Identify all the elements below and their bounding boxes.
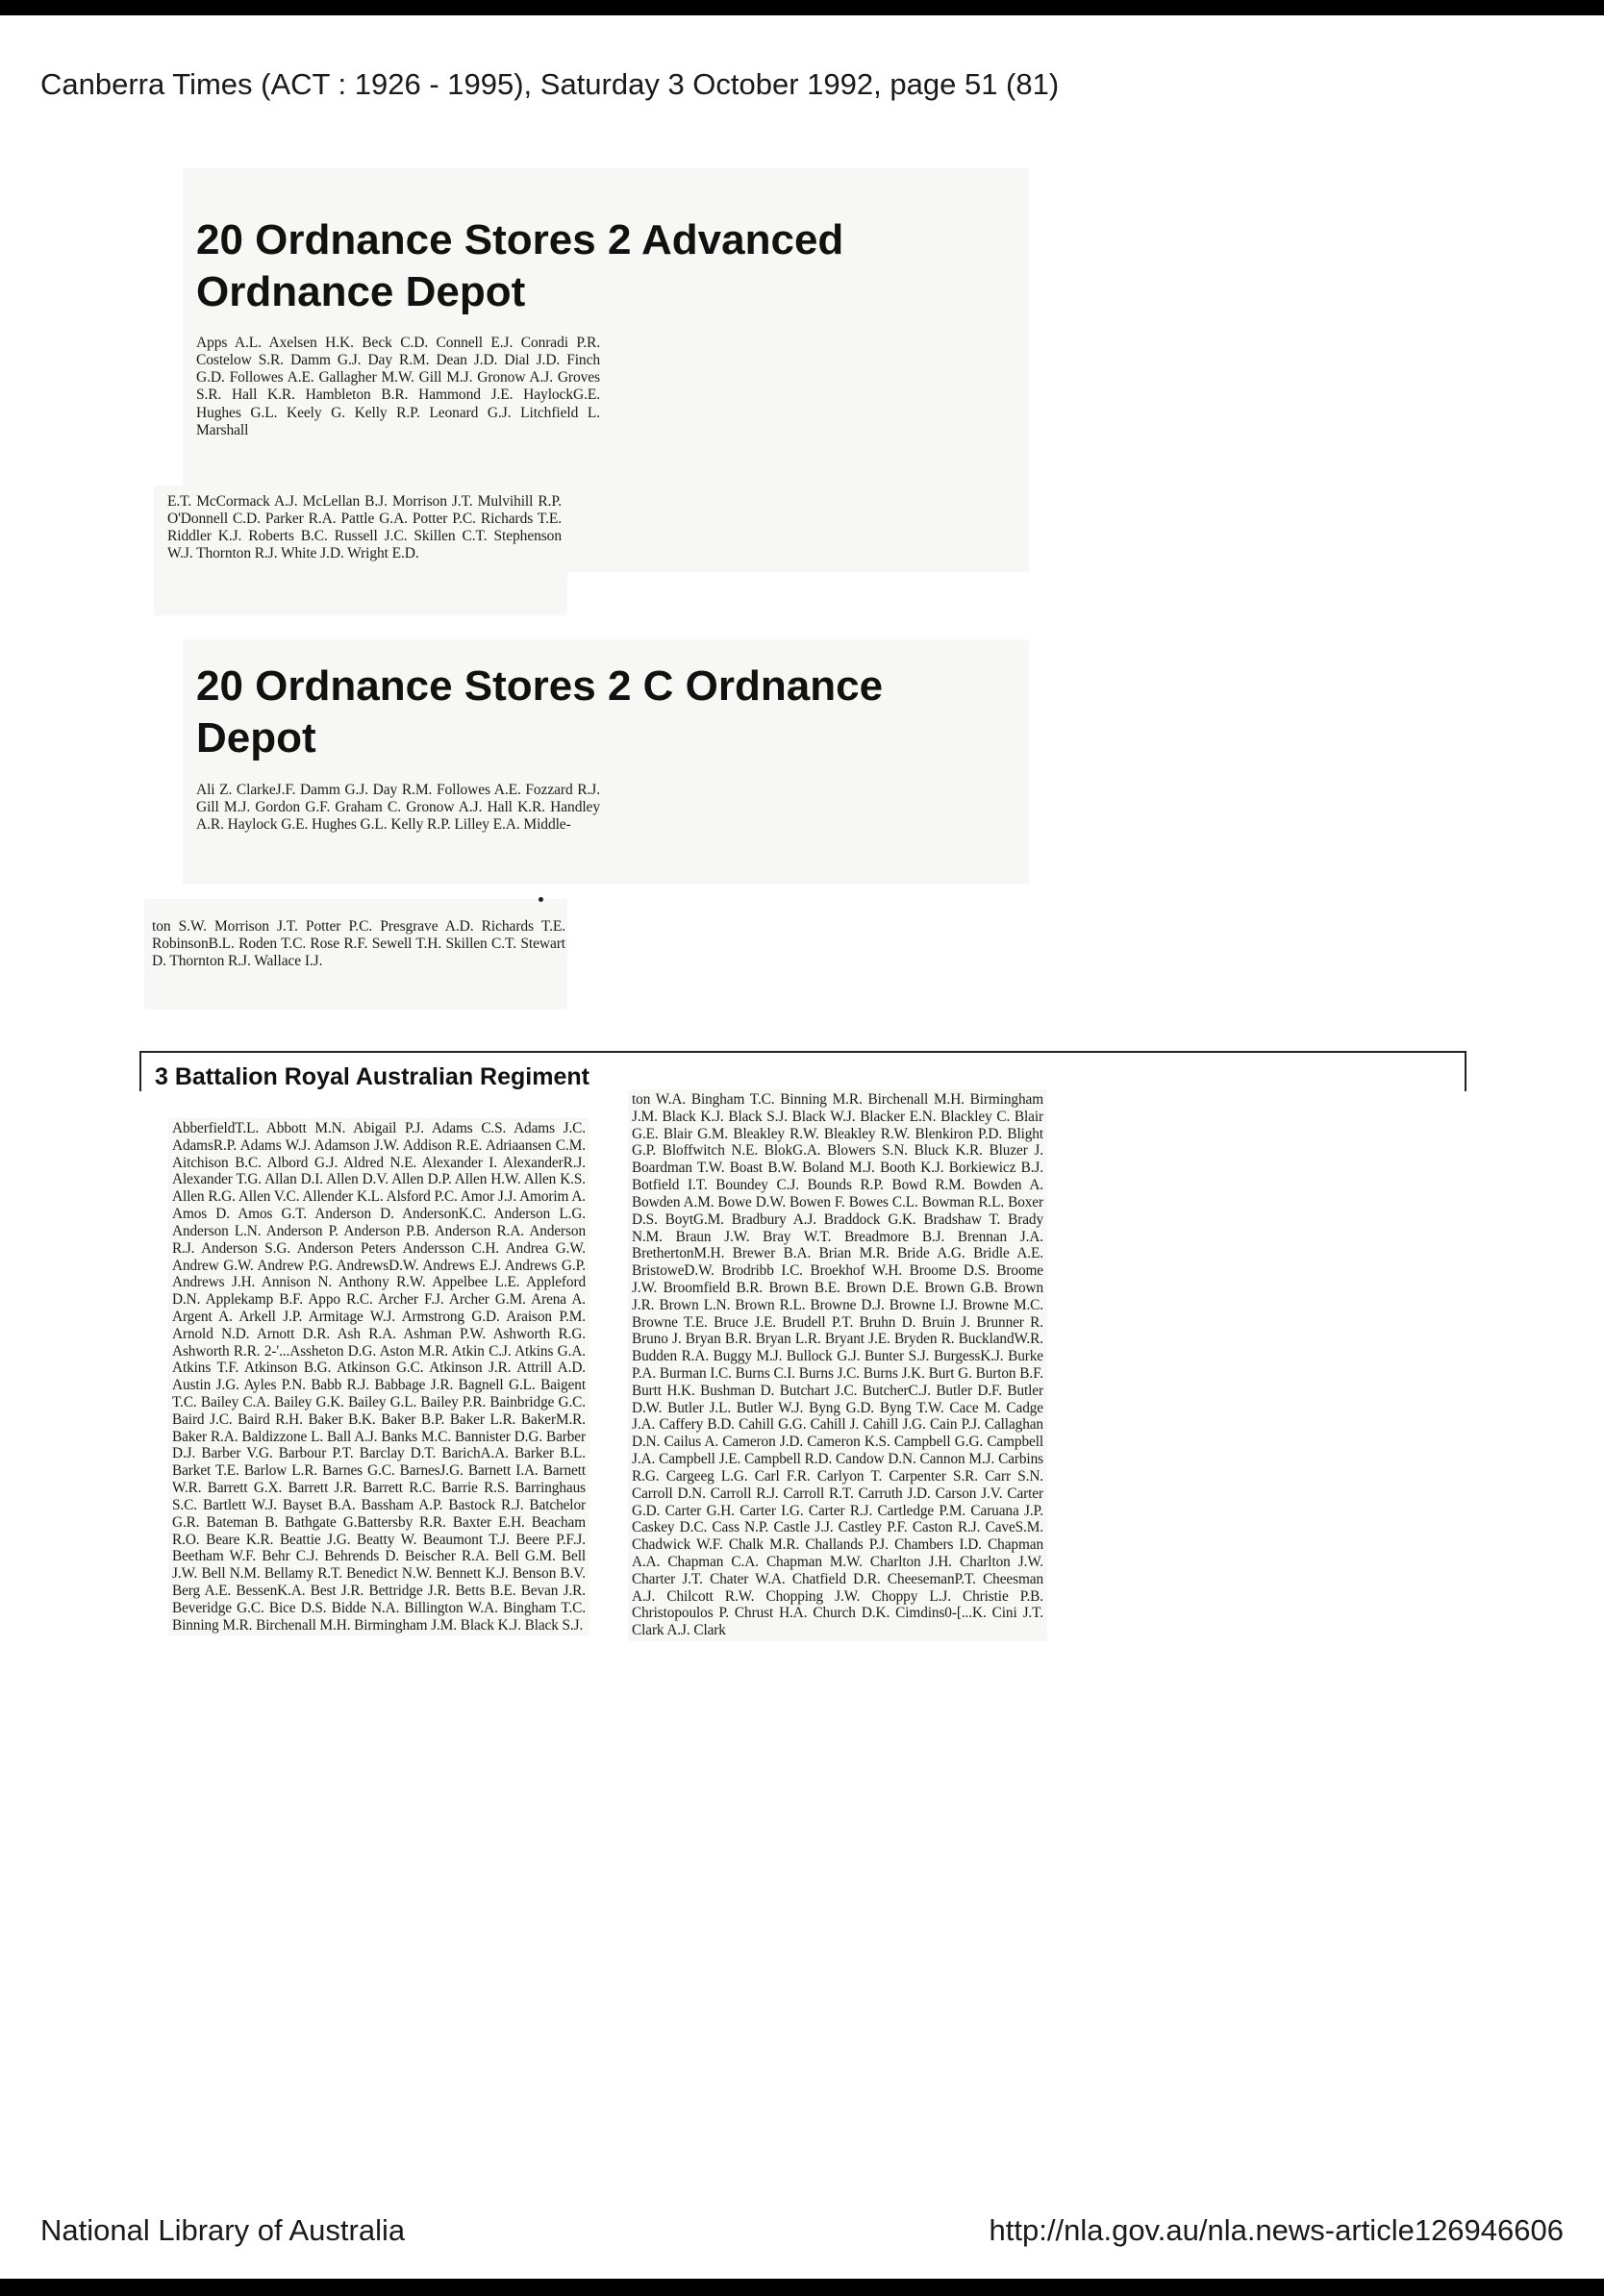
clipping-body-continued: E.T. McCormack A.J. McLellan B.J. Morrison J.T. Mulvihill R.P. O'Donnell C.D. Parker R.A. Pattle G.A. Potter P.C. Richards T.E. Riddler K.J. Roberts B.C. Russell J.C. Skillen C.T. Stephenson W.J. Thornton R.J. White J.D. Wright E.D. [167,493,562,562]
footer-article-url[interactable]: http://nla.gov.au/nla.news-article126946606 [989,2213,1564,2247]
clipping-body: Apps A.L. Axelsen H.K. Beck C.D. Connell E.J. Conradi P.R. Costelow S.R. Damm G.J. Day R.M. Dean J.D. Dial J.D. Finch G.D. Followes A.E. Gallagher M.W. Gill M.J. Gronow A.J. Groves S.R. Hall K.R. Hambleton B.R. Hammond J.E. HaylockG.E. Hughes G.L. Keely G. Kelly R.P. Leonard G.J. Litchfield L. Marshall [196,335,600,438]
clipping-heading: 3 Battalion Royal Australian Regiment [155,1062,593,1092]
clipping-body: Ali Z. ClarkeJ.F. Damm G.J. Day R.M. Followes A.E. Fozzard R.J. Gill M.J. Gordon G.F. Graham C. Gronow A.J. Hall K.R. Handley A.R. Haylock G.E. Hughes G.L. Kelly R.P. Lilley E.A. Middle- [196,782,600,834]
clipping-battalion-royal-australian-regiment [139,1051,1465,1974]
clipping-continuation [154,486,567,615]
clipping-c-ordnance-depot [183,639,1029,885]
print-speck [539,897,543,902]
top-border-bar [0,0,1604,15]
clipping-body-continued: ton S.W. Morrison J.T. Potter P.C. Presgrave A.D. Richards T.E. RobinsonB.L. Roden T.C. Rose R.F. Sewell T.H. Skillen C.T. Stewart D. Thornton R.J. Wallace I.J. [152,918,565,970]
name-column-1: AbberfieldT.L. Abbott M.N. Abigail P.J. Adams C.S. Adams J.C. AdamsR.P. Adams W.J. Adamson J.W. Addison R.E. Adriaansen C.M. Aitchison B.C. Albord G.J. Aldred N.E. Alexander I. AlexanderR.J. Alexander T.G. Allan D.I. Allen D.V. Allen D.P. Allen H.W. Allen K.S. Allen R.G. Allen V.C. Allender K.L. Alsford P.C. Amor J.J. Amorim A. Amos D. Amos G.T. Anderson D. AndersonK.C. Anderson L.G. Anderson L.N. Anderson P. Anderson P.B. Anderson R.A. Anderson R.J. Anderson S.G. Anderson Peters Andersson C.H. Andrea G.W. Andrew G.W. Andrew P.G. AndrewsD.W. Andrews E.J. Andrews G.P. Andrews J.H. Annison N. Anthony R.W. Appelbee L.E. Appleford D.N. Applekamp B.F. Appo R.C. Archer F.J. Archer G.M. Arena A. Argent A. Arkell J.P. Armitage W.J. Armstrong G.D. Araison P.M. Arnold N.D. Arnott D.R. Ash R.A. Ashman P.W. Ashworth R.G. Ashworth R.R. 2-'...Assheton D.G. Aston M.R. Atkin C.J. Atkins G.A. Atkins T.F. Atkinson B.G. Atkinson G.C. Atkinson J.R. Attrill A.D. Austin J.G. Ayles P.N. Babb R.J. Babbage J.R. Bagnell G.L. Baigent T.C. Bailey C.A. Bailey G.K. Bailey G.L. Bailey P.R. Bainbridge G.C. Baird J.C. Baird R.H. Baker B.K. Baker B.P. Baker L.R. BakerM.R. Baker R.A. Baldizzone L. Ball A.J. Banks M.C. Bannister D.G. Barber D.J. Barber V.G. Barbour P.T. Barclay D.T. BarichA.A. Barker B.L. Barket T.E. Barlow L.R. Barnes G.C. BarnesJ.G. Barnett I.A. Barnett W.R. Barrett G.X. Barrett J.R. Barrett R.C. Barrie R.S. Barringhaus S.C. Bartlett W.J. Bayset B.A. Bassham A.P. Bastock R.J. Batchelor G.R. Bateman B. Bathgate G.Battersby R.R. Baxter E.H. Beacham R.O. Beare K.R. Beattie J.G. Beatty W. Beaumont T.J. Beere P.F.J. Beetham W.F. Behr C.J. Behrends D. Beischer R.A. Bell G.M. Bell J.W. Bell N.M. Bellamy R.T. Benedict N.W. Bennett K.J. Benson B.V. Berg A.E. BessenK.A. Best J.R. Bettridge J.R. Betts B.E. Bevan J.R. Beveridge G.C. Bice D.S. Bidde N.A. Billington W.A. Bingham T.C. Binning M.R. Birchenall M.H. Birmingham J.M. Black K.J. Black S.J. [168,1118,589,1635]
clipping-continuation [144,899,567,1010]
footer-library-name: National Library of Australia [40,2213,406,2247]
page-citation: Canberra Times (ACT : 1926 - 1995), Saturday 3 October 1992, page 51 (81) [40,67,1060,101]
clipping-heading: 20 Ordnance Stores 2 Advanced Ordnance Depot [196,216,844,315]
bottom-border-bar [0,2279,1604,2296]
name-column-2: ton W.A. Bingham T.C. Binning M.R. Birchenall M.H. Birmingham J.M. Black K.J. Black S.J. Black W.J. Blacker E.N. Blackley C. Blair G.E. Blair G.M. Bleakley R.W. Bleakley R.W. Blenkiron P.D. Blight G.P. Bloffwitch N.E. BlokG.A. Blowers S.N. Bluck K.R. Bluzer J. Boardman T.W. Boast B.W. Boland M.J. Booth K.J. Borkiewicz B.J. Botfield I.T. Boundey C.J. Bounds R.P. Bowd R.M. Bowden A. Bowden A.M. Bowe D.W. Bowen F. Bowes C.L. Bowman R.L. Boxer D.S. BoytG.M. Bradbury A.J. Braddock G.K. Bradshaw T. Brady N.M. Braun J.W. Bray W.T. Breadmore B.J. Brennan J.A. BrethertonM.H. Brewer B.A. Brian M.R. Bride A.G. Bridle A.E. BristoweD.W. Brodribb I.C. Broekhof W.H. Broome D.S. Broome J.W. Broomfield B.R. Brown B.E. Brown D.E. Brown G.B. Brown J.R. Brown L.N. Brown R.L. Browne D.J. Browne I.J. Browne M.C. Browne T.E. Bruce J.E. Brudell P.T. Bruhn D. Bruin J. Brunner R. Bruno J. Bryan B.R. Bryan L.R. Bryant J.E. Bryden R. BucklandW.R. Budden R.A. Buggy M.J. Bullock G.J. Bunter S.J. BurgessK.J. Burke P.A. Burman I.C. Burns C.I. Burns J.C. Burns J.K. Burt G. Burton B.F. Burtt H.K. Bushman D. Butchart J.C. ButcherC.J. Butler D.F. Butler D.W. Butler J.L. Butler W.J. Byng G.D. Byng T.W. Cace M. Cadge J.A. Caffery B.D. Cahill G.G. Cahill J. Cahill J.G. Cain P.J. Callaghan D.N. Cailus A. Cameron J.D. Cameron K.S. Campbell G.G. Campbell J.A. Campbell J.E. Campbell R.D. Candow D.N. Cannon M.J. Carbins R.G. Cargeeg L.G. Carl F.R. Carlyon T. Carpenter S.R. Carr S.N. Carroll D.N. Carroll R.J. Carroll R.T. Carruth J.D. Carson J.V. Carter G.D. Carter G.H. Carter I.G. Carter R.J. Cartledge P.M. Caruana J.P. Caskey D.C. Cass N.P. Castle J.J. Castley P.F. Caston R.J. CaveS.M. Chadwick W.F. Chalk M.R. Challands P.J. Chambers I.D. Chapman A.A. Chapman C.A. Chapman M.W. Charlton J.H. Charlton J.W. Charter J.T. Chater W.A. Chatfield D.R. CheesemanP.T. Cheesman A.J. Chilcott R.W. Chopping J.W. Choppy L.J. Christie P.B. Christopoulos P. Chrust H.A. Church D.K. Cimdins0-[...K. Cini J.T. Clark A.J. Clark [628,1089,1047,1641]
clipping-heading: 20 Ordnance Stores 2 C Ordnance Depot [196,662,884,761]
